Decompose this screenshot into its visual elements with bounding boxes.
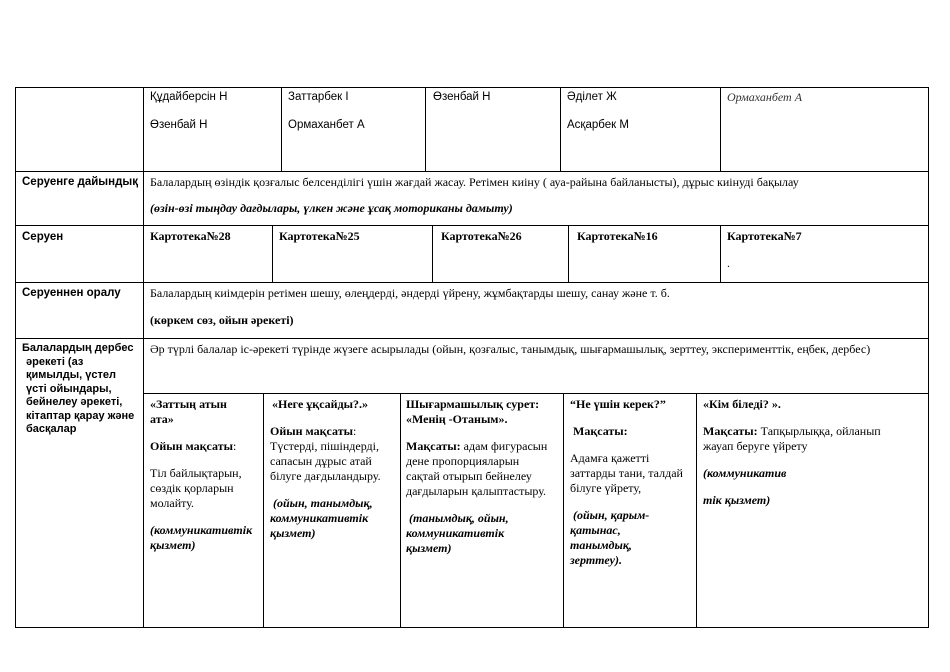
walk-dot: . bbox=[727, 256, 730, 270]
header-name-4a: Әділет Ж bbox=[567, 91, 617, 103]
walk-label: Серуен bbox=[22, 231, 64, 243]
return-activity: (көркем сөз, ойын әрекеті) bbox=[150, 313, 294, 327]
walk-card-4: Картотека№16 bbox=[577, 229, 658, 243]
prep-label: Серуенге дайындық bbox=[22, 176, 138, 188]
independent-text: Әр түрлі балалар іс-әрекеті түрінде жүзеге асырылады (ойын, қозғалыс, танымдық, шығармашылық, зерттеу, эксперименттік, еңбек, дербес) bbox=[150, 342, 871, 356]
game-card-1: «Заттың атын ата» Ойын мақсаты: Тіл байлықтарын, сөздік қорларын молайту. (коммуникативтік қызмет) bbox=[150, 397, 253, 552]
header-name-1a: Құдайберсін Н bbox=[150, 91, 228, 103]
return-label: Серуеннен оралу bbox=[22, 287, 121, 299]
header-name-2b: Ормаханбет А bbox=[288, 119, 365, 131]
independent-label: Балалардың дербес әрекеті (аз қимылды, үстел үсті ойындары, бейнелеу әрекеті, кітаптар қарау және басқалар bbox=[22, 342, 135, 435]
game-card-5: «Кім біледі? ». Мақсаты: Тапқырлыққа, ойланып жауап беруге үйрету (коммуникатив тік қызмет) bbox=[703, 397, 881, 507]
walk-card-1: Картотека№28 bbox=[150, 229, 231, 243]
header-name-3a: Өзенбай Н bbox=[433, 91, 491, 103]
walk-card-3: Картотека№26 bbox=[441, 229, 522, 243]
return-text: Балалардың киімдерін ретімен шешу, өлеңдерді, әндерді үйрену, жұмбақтарды шешу, санау және т. б. bbox=[150, 286, 670, 300]
walk-card-2: Картотека№25 bbox=[279, 229, 360, 243]
header-name-5a: Ормаханбет А bbox=[727, 90, 803, 104]
header-name-2a: Заттарбек І bbox=[288, 91, 349, 103]
game-card-2: «Неге ұқсайды?.» Ойын мақсаты: Түстерді, пішіндерді, сапасын дұрыс атай білуге дағдыландыру. (ойын, танымдық, коммуникативтік қызмет) bbox=[270, 397, 381, 540]
game-card-4: “Не үшін керек?” Мақсаты: Адамға қажетті заттарды тани, талдай білуге үйрету, (ойын, қарым- қатынас, танымдық, зерттеу). bbox=[570, 397, 683, 567]
game-card-3: Шығармашылық сурет: «Менің -Отаным». Мақсаты: адам фигурасын дене пропорцияларын сақтай отырып бейнелеу дағдыларын қалыптастыру. (танымдық, ойын, коммуникативтік қызмет) bbox=[406, 397, 548, 555]
prep-text: Балалардың өзіндік қозғалыс белсенділігі үшін жағдай жасау. Ретімен киіну ( ауа-райына байланысты), дұрыс киінуді бақылау bbox=[150, 175, 799, 189]
header-name-1b: Өзенбай Н bbox=[150, 119, 208, 131]
header-name-4b: Асқарбек М bbox=[567, 119, 629, 131]
walk-card-5: Картотека№7 bbox=[727, 229, 802, 243]
prep-activity: (өзін-өзі тыңдау дағдылары, үлкен және ұсақ моториканы дамыту) bbox=[150, 201, 513, 215]
